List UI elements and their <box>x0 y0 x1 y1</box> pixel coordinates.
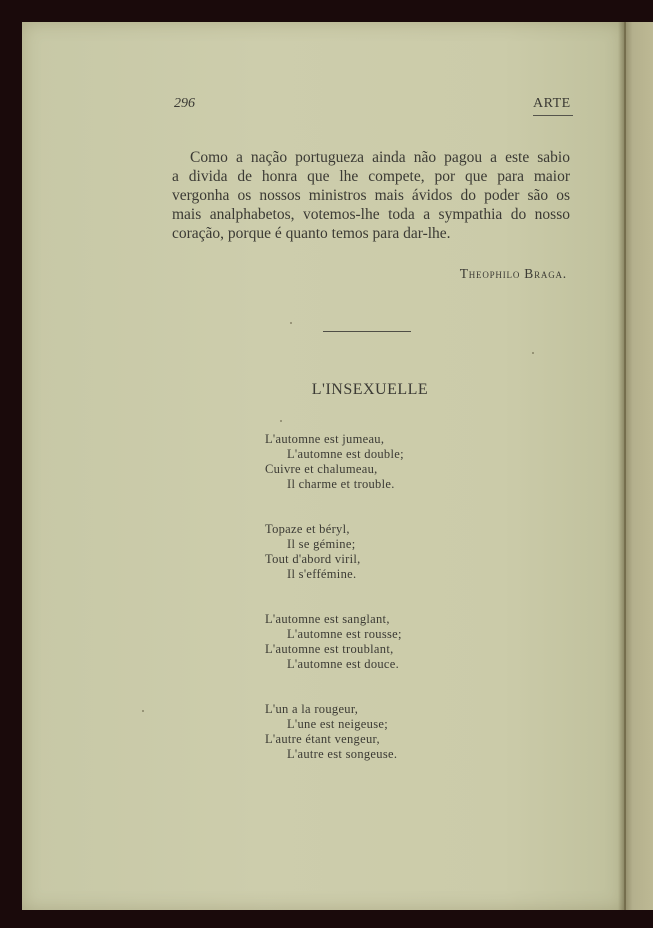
running-head: ARTE <box>533 96 571 111</box>
author-signature: Theophilo Braga. <box>459 266 567 281</box>
poem-body <box>265 432 404 762</box>
verse-line: Il s'effémine. <box>287 567 357 581</box>
verse-line: Tout d'abord viril, <box>265 552 361 566</box>
paper-speck <box>280 420 282 422</box>
verse-line: L'autre étant vengeur, <box>265 732 380 746</box>
section-divider <box>323 331 411 332</box>
verse-line: L'automne est troublant, <box>265 642 394 656</box>
stanza-1 <box>265 432 404 492</box>
paragraph-line: Como a nação portugueza ainda não pagou a este sabio <box>190 149 570 166</box>
verse-line: L'automne est jumeau, <box>265 432 385 446</box>
page-gutter-shadow <box>618 22 626 910</box>
poem-title: L'INSEXUELLE <box>311 381 429 398</box>
adjacent-page-edge <box>624 22 653 910</box>
page-number: 296 <box>174 96 195 111</box>
verse-line: L'automne est rousse; <box>287 627 402 641</box>
verse-line: L'autre est songeuse. <box>287 747 398 761</box>
verse-line: L'automne est sanglant, <box>265 612 390 626</box>
paragraph-line: mais analphabetos, votemos-lhe toda a sympathia do nosso <box>172 206 570 223</box>
verse-line: L'une est neigeuse; <box>287 717 388 731</box>
verse-line: Il se gémine; <box>287 537 356 551</box>
stanza-4 <box>265 702 404 762</box>
paragraph-line: coração, porque é quanto temos para dar-lhe. <box>172 225 451 242</box>
paper-speck <box>532 352 534 354</box>
verse-line: L'automne est douce. <box>287 657 400 671</box>
verse-line: Cuivre et chalumeau, <box>265 462 378 476</box>
paragraph-line: a divida de honra que lhe compete, por que para maior <box>172 168 570 185</box>
stanza-3 <box>265 612 404 672</box>
stanza-2 <box>265 522 404 582</box>
paragraph-line: vergonha os nossos ministros mais ávidos do poder são os <box>172 187 570 204</box>
paper-speck <box>142 710 144 712</box>
verse-line: L'un a la rougeur, <box>265 702 359 716</box>
closing-paragraph <box>172 148 570 243</box>
verse-line: Il charme et trouble. <box>287 477 395 491</box>
paper-speck <box>290 322 292 324</box>
running-head-underline <box>533 115 573 116</box>
verse-line: L'automne est double; <box>287 447 404 461</box>
verse-line: Topaze et béryl, <box>265 522 350 536</box>
